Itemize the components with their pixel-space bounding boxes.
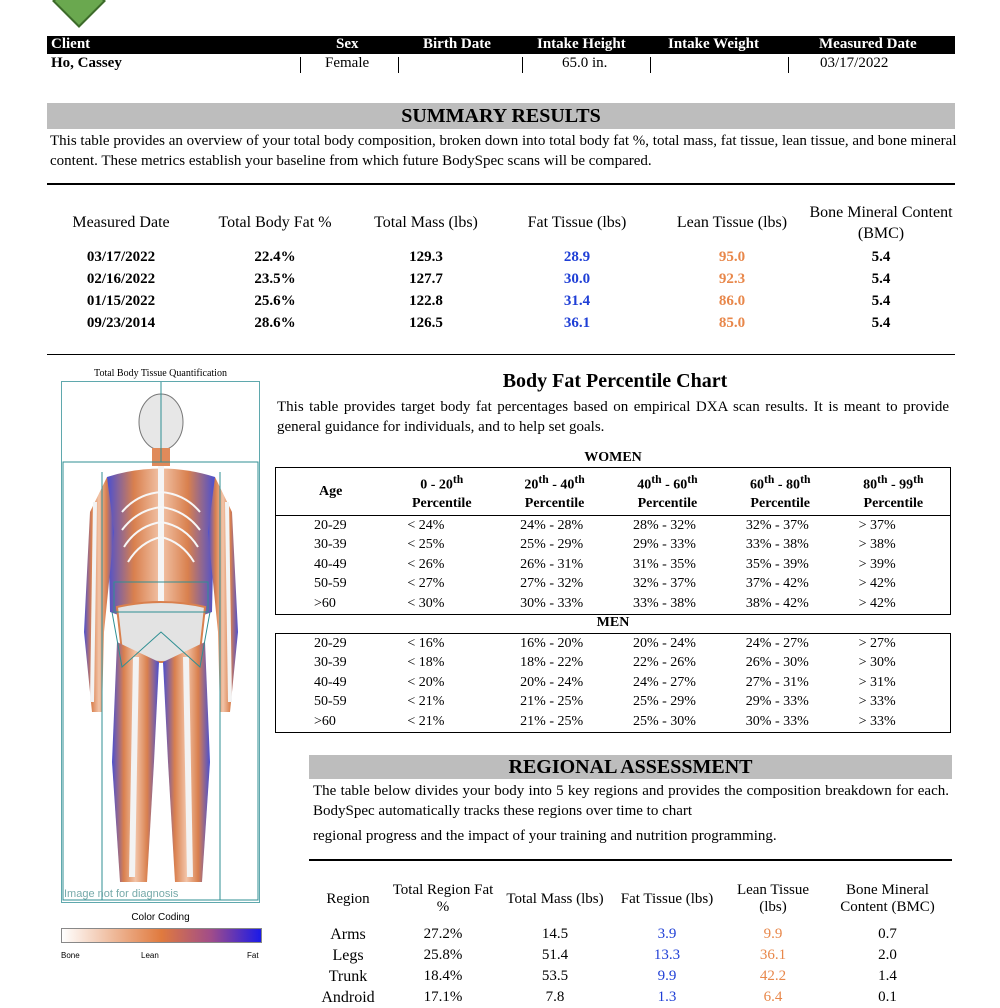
regional-cell: 36.1 — [759, 947, 787, 963]
percentile-cell: < 20% — [407, 674, 445, 690]
summary-cell: 129.3 — [409, 248, 443, 265]
body-silhouette-icon — [62, 382, 259, 902]
percentile-cell: 25% - 29% — [520, 537, 584, 553]
percentile-cell: > 33% — [858, 713, 896, 729]
regional-cell: Legs — [332, 946, 364, 964]
regional-description: The table below divides your body into 5 key regions and provides the composition breakdown for each. BodySpec automatically tracks these regions over time to chart — [313, 783, 949, 819]
client-name: Ho, Cassey — [51, 55, 122, 71]
table-row — [47, 312, 955, 334]
summary-cell: 86.0 — [718, 292, 746, 309]
percentile-cell: < 25% — [407, 537, 445, 553]
percentile-cell: < 30% — [407, 595, 445, 611]
percentile-cell: 29% - 33% — [632, 537, 696, 553]
regional-table — [309, 874, 952, 1008]
col-measured-date: Measured Date — [72, 214, 170, 231]
summary-cell: 85.0 — [718, 314, 746, 331]
percentile-cell: 40-49 — [314, 674, 347, 690]
table-row — [47, 268, 955, 290]
summary-cell: 95.0 — [718, 248, 746, 265]
col-region-bmc: Bone Mineral Content (BMC) — [840, 882, 935, 915]
summary-title: SUMMARY RESULTS — [47, 103, 955, 129]
table-row — [309, 966, 952, 987]
percentile-cell: 27% - 31% — [745, 674, 809, 690]
percentile-cell: 28% - 32% — [632, 517, 696, 533]
percentile-cell: 37% - 42% — [745, 576, 809, 592]
table-row — [276, 516, 951, 536]
percentile-cell: 22% - 26% — [632, 655, 696, 671]
legend-bone: Bone — [61, 951, 80, 960]
regional-cell: 6.4 — [763, 989, 783, 1005]
divider — [788, 57, 789, 73]
percentile-cell: 20% - 24% — [632, 635, 696, 651]
summary-cell: 22.4% — [254, 248, 296, 265]
table-row — [276, 673, 951, 693]
summary-cell: 5.4 — [871, 292, 891, 309]
table-row — [276, 575, 951, 595]
percentile-cell: < 21% — [407, 713, 445, 729]
summary-cell: 03/17/2022 — [86, 248, 156, 265]
col-lean-tissue: Lean Tissue (lbs) — [676, 214, 788, 231]
summary-cell: 30.0 — [563, 270, 591, 287]
regional-cell: 0.7 — [878, 926, 897, 942]
legend-fat: Fat — [247, 951, 259, 960]
regional-cell: 42.2 — [759, 968, 787, 984]
regional-cell: Trunk — [328, 967, 368, 985]
regional-cell: Arms — [330, 925, 366, 943]
percentile-cell: 50-59 — [314, 576, 347, 592]
table-row — [276, 594, 951, 614]
women-percentile-table — [275, 467, 951, 615]
superscript: th — [877, 472, 888, 486]
superscript: th — [764, 472, 775, 486]
percentile-col-header: 60th - 80th Percentile — [750, 472, 811, 512]
percentile-cell: >60 — [314, 595, 336, 611]
percentile-cell: >60 — [314, 713, 336, 729]
percentile-cell: 25% - 30% — [632, 713, 696, 729]
regional-cell: 25.8% — [423, 947, 463, 963]
client-intake-height: 65.0 in. — [562, 55, 608, 71]
regional-cell: 17.1% — [423, 989, 463, 1005]
summary-table — [47, 200, 955, 334]
percentile-cell: < 26% — [407, 556, 445, 572]
percentile-cell: 50-59 — [314, 694, 347, 710]
percentile-cell: < 18% — [407, 655, 445, 671]
percentile-description: This table provides target body fat percentages based on empirical DXA scan results. It is meant to provide general guidance for individuals, and to help set goals. — [277, 399, 949, 435]
summary-cell: 25.6% — [254, 292, 296, 309]
percentile-cell: > 37% — [858, 517, 896, 533]
divider — [522, 57, 523, 73]
men-percentile-table — [275, 633, 951, 733]
regional-title: REGIONAL ASSESSMENT — [309, 755, 952, 779]
percentile-col-header: 20th - 40th Percentile — [524, 472, 585, 512]
col-total-mass: Total Mass (lbs) — [374, 214, 478, 231]
percentile-col-header: 80th - 99th Percentile — [863, 472, 924, 512]
superscript: th — [913, 472, 924, 486]
percentile-cell: 24% - 27% — [745, 635, 809, 651]
regional-cell: 7.8 — [545, 989, 565, 1005]
bodyspec-logo-icon — [52, 0, 106, 28]
percentile-cell: > 38% — [858, 537, 896, 553]
percentile-cell: 33% - 38% — [745, 537, 809, 553]
table-row — [309, 987, 952, 1008]
summary-cell: 36.1 — [563, 314, 591, 331]
regional-cell: 3.9 — [657, 926, 677, 942]
percentile-col-header: 40th - 60th Percentile — [637, 472, 698, 512]
percentile-cell: 30% - 33% — [520, 595, 584, 611]
client-header: Client — [51, 36, 91, 52]
table-row — [309, 945, 952, 966]
percentile-cell: < 27% — [407, 576, 445, 592]
percentile-cell: 33% - 38% — [632, 595, 696, 611]
superscript: th — [651, 472, 662, 486]
legend-lean: Lean — [141, 951, 159, 960]
client-header-row — [47, 36, 955, 54]
table-row — [47, 246, 955, 268]
superscript: th — [800, 472, 811, 486]
intake-weight-header: Intake Weight — [668, 36, 759, 52]
summary-description: This table provides an overview of your total body composition, broken down into total body fat %, total mass, fat tissue, lean tissue, and bone mineral content. These metrics establish your baseline from which future BodySpec scans will be compared. — [50, 133, 957, 169]
percentile-cell: > 39% — [858, 556, 896, 572]
regional-cell: 53.5 — [541, 968, 569, 984]
percentile-col-header: 0 - 20th Percentile — [411, 472, 472, 512]
table-row — [276, 536, 951, 556]
col-fat-tissue: Fat Tissue (lbs) — [527, 214, 627, 231]
summary-cell: 5.4 — [871, 248, 891, 265]
divider — [300, 57, 301, 73]
percentile-cell: 24% - 28% — [520, 517, 584, 533]
summary-cell: 122.8 — [409, 292, 443, 309]
summary-cell: 5.4 — [871, 314, 891, 331]
client-value-row — [47, 55, 955, 75]
body-image-title: Total Body Tissue Quantification — [94, 368, 227, 379]
client-sex: Female — [325, 55, 370, 71]
percentile-cell: 35% - 39% — [745, 556, 809, 572]
regional-cell: 13.3 — [653, 947, 681, 963]
regional-cell: 9.9 — [763, 926, 783, 942]
summary-cell: 126.5 — [409, 314, 443, 331]
percentile-cell: 26% - 30% — [745, 655, 809, 671]
table-row — [276, 693, 951, 713]
summary-cell: 5.4 — [871, 270, 891, 287]
summary-cell: 09/23/2014 — [86, 314, 156, 331]
superscript: th — [452, 472, 464, 486]
percentile-cell: 20-29 — [314, 517, 347, 533]
percentile-cell: 30-39 — [314, 537, 347, 553]
percentile-cell: > 31% — [858, 674, 896, 690]
divider — [47, 354, 955, 355]
regional-cell: 51.4 — [541, 947, 569, 963]
percentile-cell: < 24% — [407, 517, 445, 533]
percentile-cell: 32% - 37% — [632, 576, 696, 592]
regional-cell: 2.0 — [878, 947, 897, 963]
regional-cell: 27.2% — [423, 926, 463, 942]
percentile-cell: 31% - 35% — [632, 556, 696, 572]
regional-description-line2: regional progress and the impact of your training and nutrition programming. — [313, 828, 777, 844]
summary-cell: 01/15/2022 — [86, 292, 156, 309]
percentile-cell: 16% - 20% — [520, 635, 584, 651]
women-label: WOMEN — [584, 450, 642, 465]
age-header: Age — [319, 483, 343, 499]
percentile-cell: < 16% — [407, 635, 445, 651]
regional-cell: 1.3 — [657, 989, 677, 1005]
intake-height-header: Intake Height — [537, 36, 626, 52]
percentile-cell: 29% - 33% — [745, 694, 809, 710]
percentile-cell: > 30% — [858, 655, 896, 671]
percentile-cell: 25% - 29% — [632, 694, 696, 710]
superscript: th — [687, 472, 698, 486]
percentile-cell: 21% - 25% — [520, 694, 584, 710]
percentile-cell: 38% - 42% — [745, 595, 809, 611]
col-region-fat: Total Region Fat % — [392, 882, 494, 915]
percentile-cell: 30-39 — [314, 655, 347, 671]
percentile-cell: 30% - 33% — [745, 713, 809, 729]
regional-cell: Android — [321, 988, 375, 1006]
percentile-cell: 20-29 — [314, 635, 347, 651]
percentile-cell: 18% - 22% — [520, 655, 584, 671]
col-region-mass: Total Mass (lbs) — [506, 890, 604, 907]
birth-date-header: Birth Date — [423, 36, 491, 52]
percentile-cell: > 33% — [858, 694, 896, 710]
percentile-cell: 40-49 — [314, 556, 347, 572]
summary-cell: 28.6% — [254, 314, 296, 331]
regional-cell: 1.4 — [878, 968, 897, 984]
percentile-cell: > 42% — [858, 576, 896, 592]
table-row — [47, 290, 955, 312]
percentile-cell: > 27% — [858, 635, 896, 651]
table-row — [276, 634, 951, 654]
regional-cell: 14.5 — [541, 926, 569, 942]
color-coding-label: Color Coding — [131, 912, 190, 923]
table-row — [276, 654, 951, 674]
color-legend-bar — [61, 928, 262, 943]
measured-date-header: Measured Date — [819, 36, 917, 52]
percentile-cell: 20% - 24% — [520, 674, 584, 690]
col-total-body-fat: Total Body Fat % — [218, 214, 332, 231]
table-row — [276, 555, 951, 575]
summary-cell: 28.9 — [563, 248, 591, 265]
regional-cell: 9.9 — [657, 968, 677, 984]
table-row — [309, 924, 952, 945]
sex-header: Sex — [336, 36, 359, 52]
body-scan-image — [61, 381, 260, 903]
col-region-lean-tissue: Lean Tissue (lbs) — [736, 882, 810, 915]
percentile-title: Body Fat Percentile Chart — [502, 370, 728, 392]
col-bmc: Bone Mineral Content (BMC) — [809, 204, 953, 242]
divider — [47, 183, 955, 185]
men-label: MEN — [596, 615, 630, 630]
percentile-cell: 27% - 32% — [520, 576, 584, 592]
table-row — [276, 712, 951, 732]
percentile-cell: 32% - 37% — [745, 517, 809, 533]
divider — [398, 57, 399, 73]
regional-cell: 0.1 — [878, 989, 897, 1005]
superscript: th — [574, 472, 585, 486]
summary-cell: 23.5% — [254, 270, 296, 287]
percentile-cell: 21% - 25% — [520, 713, 584, 729]
col-region: Region — [326, 890, 370, 907]
summary-cell: 92.3 — [718, 270, 746, 287]
client-measured-date: 03/17/2022 — [820, 55, 889, 71]
regional-cell: 18.4% — [423, 968, 463, 984]
percentile-cell: 26% - 31% — [520, 556, 584, 572]
superscript: th — [538, 472, 549, 486]
percentile-cell: < 21% — [407, 694, 445, 710]
summary-cell: 127.7 — [409, 270, 443, 287]
image-disclaimer: Image not for diagnosis — [64, 888, 179, 900]
percentile-cell: 24% - 27% — [632, 674, 696, 690]
percentile-cell: > 42% — [858, 595, 896, 611]
col-region-fat-tissue: Fat Tissue (lbs) — [620, 890, 714, 907]
summary-cell: 31.4 — [563, 292, 591, 309]
divider — [309, 859, 952, 861]
divider — [650, 57, 651, 73]
summary-cell: 02/16/2022 — [86, 270, 156, 287]
